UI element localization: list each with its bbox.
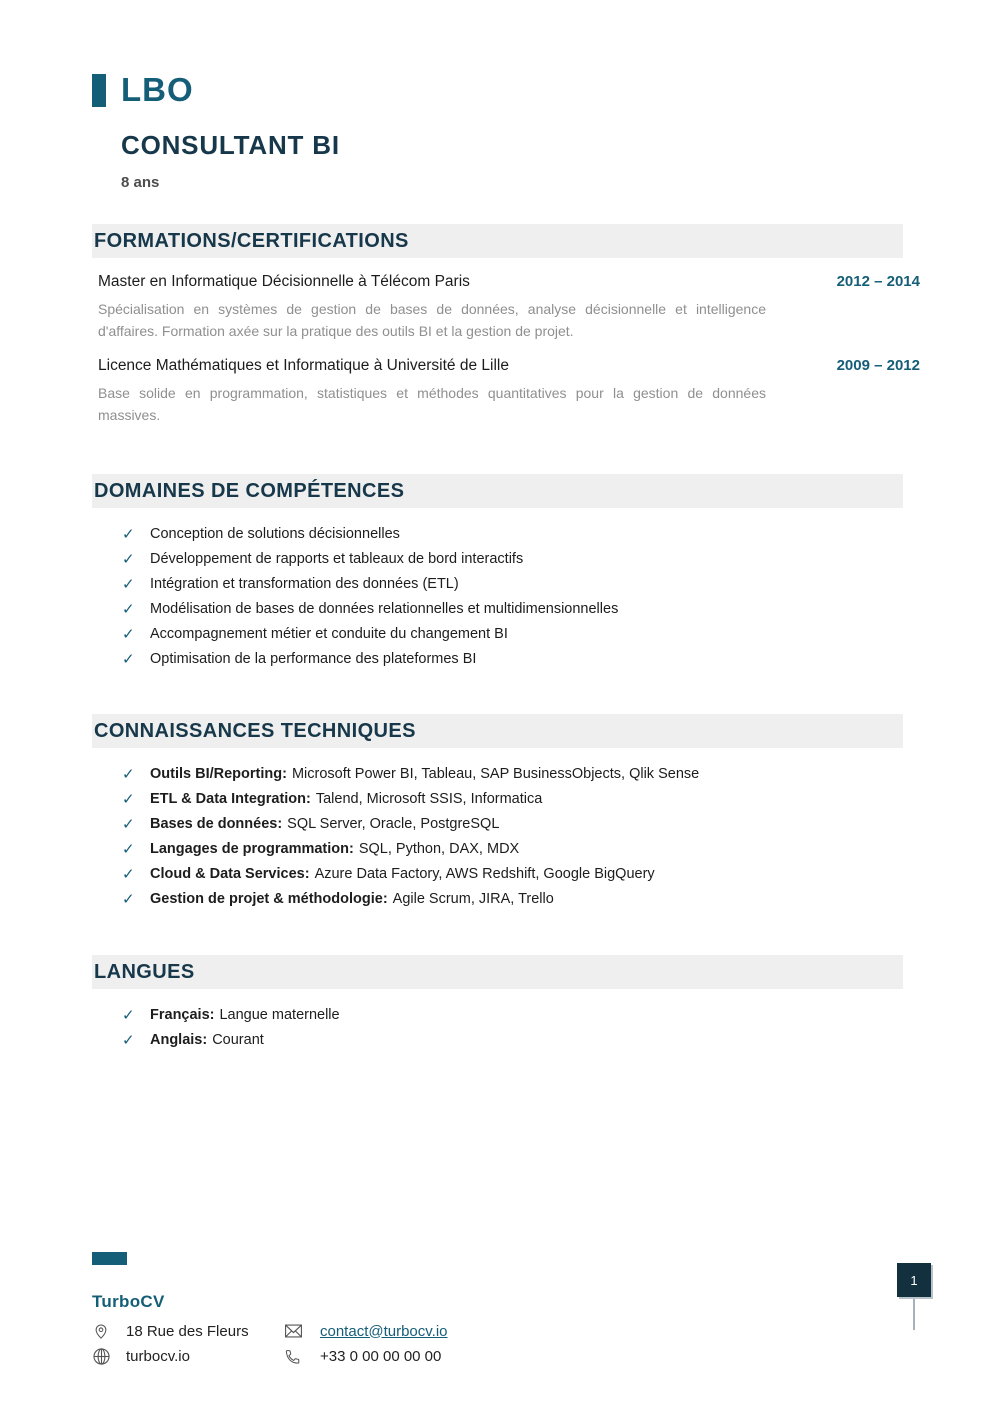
checkmark-icon: ✓ (122, 601, 135, 618)
list-item-text: Intégration et transformation des données (ETL) (150, 576, 459, 592)
list-item (122, 572, 920, 597)
list-item-text: Développement de rapports et tableaux de bord interactifs (150, 551, 524, 567)
brand-row (92, 71, 340, 109)
list-item-text: Accompagnement métier et conduite du changement BI (150, 626, 508, 642)
page-number-badge: 1 (897, 1263, 931, 1297)
education-entry-header (92, 357, 920, 375)
section-title-domaines: DOMAINES DE COMPÉTENCES (92, 474, 903, 508)
footer-address: 18 Rue des Fleurs (126, 1322, 249, 1340)
list-item (122, 887, 920, 912)
checkmark-icon: ✓ (122, 791, 135, 808)
education-title: Master en Informatique Décisionnelle à Télécom Paris (98, 273, 470, 290)
globe-icon (92, 1347, 126, 1366)
technical-skills-list (92, 762, 920, 912)
checkmark-icon: ✓ (122, 841, 135, 858)
section-langues (92, 955, 920, 1053)
education-description: Base solide en programmation, statistiques et méthodes quantitatives pour la gestion de données massives. (98, 385, 766, 423)
list-item (122, 762, 920, 787)
education-description: Spécialisation en systèmes de gestion de bases de données, analyse décisionnelle et intelligence d'affaires. Formation axée sur la pratique des outils BI et la gestion de projet. (98, 301, 766, 339)
skill-values: Microsoft Power BI, Tableau, SAP BusinessObjects, Qlik Sense (291, 766, 700, 782)
education-entry (92, 273, 920, 342)
language-level: Langue maternelle (219, 1007, 340, 1023)
skill-values: SQL, Python, DAX, MDX (358, 841, 520, 857)
checkmark-icon: ✓ (122, 1007, 135, 1024)
checkmark-icon: ✓ (122, 651, 135, 668)
checkmark-icon: ✓ (122, 526, 135, 543)
education-title: Licence Mathématiques et Informatique à Université de Lille (98, 357, 509, 374)
experience-years: 8 ans (121, 174, 160, 191)
location-pin-icon (92, 1322, 126, 1340)
skill-category: Gestion de projet & méthodologie: (150, 891, 388, 907)
skill-values: Talend, Microsoft SSIS, Informatica (315, 791, 543, 807)
skill-category: Outils BI/Reporting: (150, 766, 287, 782)
education-dates: 2012 – 2014 (836, 273, 920, 290)
education-entry (92, 357, 920, 426)
checkmark-icon: ✓ (122, 816, 135, 833)
checkmark-icon: ✓ (122, 576, 135, 593)
list-item (122, 1028, 920, 1053)
section-connaissances (92, 714, 920, 912)
section-domaines (92, 474, 920, 672)
competences-list (92, 522, 920, 672)
accent-bar (92, 74, 106, 107)
envelope-icon (284, 1323, 320, 1339)
skill-category: Cloud & Data Services: (150, 866, 310, 882)
language-name: Anglais: (150, 1032, 208, 1048)
footer-website: turbocv.io (126, 1348, 190, 1365)
list-item-text: Conception de solutions décisionnelles (150, 526, 400, 542)
checkmark-icon: ✓ (122, 626, 135, 643)
candidate-initials: LBO (121, 71, 194, 108)
skill-category: Langages de programmation: (150, 841, 354, 857)
list-item (122, 597, 920, 622)
list-item (122, 812, 920, 837)
education-entry-header (92, 273, 920, 291)
education-dates: 2009 – 2012 (836, 357, 920, 374)
skill-values: Azure Data Factory, AWS Redshift, Google BigQuery (314, 866, 655, 882)
section-title-connaissances: CONNAISSANCES TECHNIQUES (92, 714, 903, 748)
section-title-formations: FORMATIONS/CERTIFICATIONS (92, 224, 903, 258)
checkmark-icon: ✓ (122, 1032, 135, 1049)
phone-icon (284, 1348, 320, 1366)
footer (92, 1252, 448, 1366)
header (92, 71, 340, 191)
languages-list (92, 1003, 920, 1053)
footer-email-link[interactable]: contact@turbocv.io (320, 1322, 448, 1340)
page-number-line (913, 1299, 915, 1330)
list-item-text: Optimisation de la performance des plateformes BI (150, 651, 477, 667)
language-name: Français: (150, 1007, 215, 1023)
checkmark-icon: ✓ (122, 551, 135, 568)
list-item (122, 1003, 920, 1028)
footer-phone: +33 0 00 00 00 00 (320, 1348, 442, 1365)
skill-values: SQL Server, Oracle, PostgreSQL (287, 816, 500, 832)
list-item (122, 647, 920, 672)
list-item (122, 522, 920, 547)
list-item (122, 622, 920, 647)
list-item-text: Modélisation de bases de données relationnelles et multidimensionnelles (150, 601, 619, 617)
list-item (122, 862, 920, 887)
footer-accent-rect (92, 1252, 127, 1265)
list-item (122, 837, 920, 862)
skill-values: Agile Scrum, JIRA, Trello (392, 891, 554, 907)
content (92, 224, 920, 1053)
checkmark-icon: ✓ (122, 891, 135, 908)
job-title: CONSULTANT BI (121, 130, 340, 160)
skill-category: ETL & Data Integration: (150, 791, 311, 807)
skill-category: Bases de données: (150, 816, 283, 832)
list-item (122, 547, 920, 572)
list-item (122, 787, 920, 812)
section-formations (92, 224, 920, 426)
footer-brand: TurboCV (92, 1292, 165, 1311)
language-level: Courant (212, 1032, 264, 1048)
section-title-langues: LANGUES (92, 955, 903, 989)
checkmark-icon: ✓ (122, 766, 135, 783)
checkmark-icon: ✓ (122, 866, 135, 883)
contact-info (92, 1322, 448, 1366)
